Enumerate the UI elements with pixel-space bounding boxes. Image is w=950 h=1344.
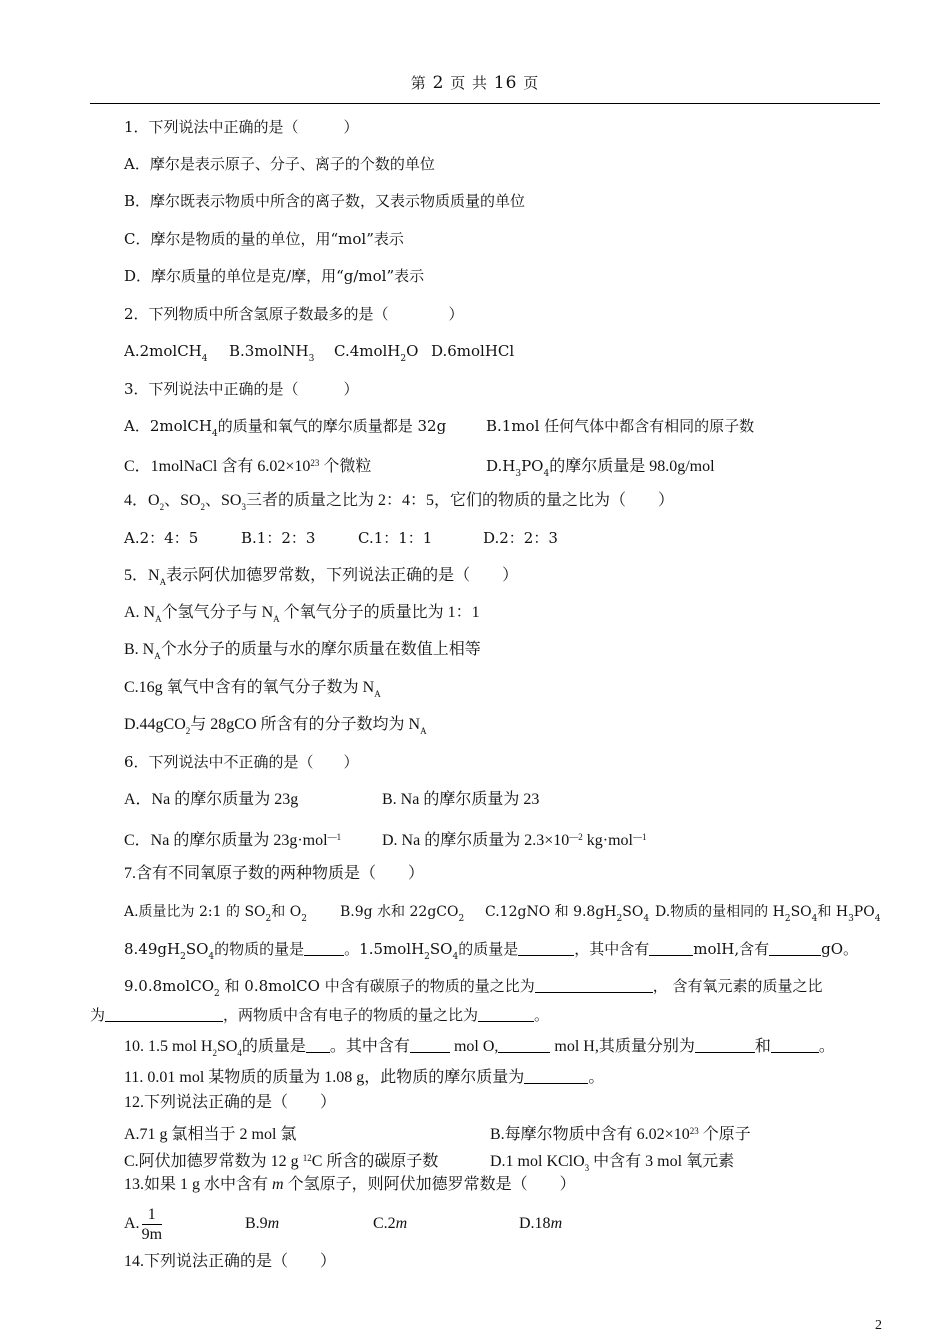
q7-stem: 7.含有不同氧原子数的两种物质是（ ） bbox=[124, 865, 425, 882]
q9-blank-2[interactable] bbox=[105, 1007, 223, 1022]
q14-stem: 14.下列说法正确的是（ ） bbox=[124, 1253, 337, 1270]
header-suffix: 页 bbox=[523, 74, 540, 92]
q7-option-d: D.物质的量相同的 $H_2SO_4$和 $H_3PO_4$ bbox=[655, 904, 881, 924]
q10-blank-2[interactable] bbox=[410, 1038, 450, 1053]
q8-blank-1[interactable] bbox=[304, 941, 344, 956]
q12-option-d: D.1 mol KClO$_3$ 中含有 3 mol 氧元素 bbox=[490, 1153, 735, 1173]
header-middle: 页 共 bbox=[450, 74, 488, 92]
q4-stem: 4．$O_2$、$SO_2$、$SO_3$三者的质量之比为 2：4：5，它们的物质的量之比为（ ） bbox=[124, 492, 675, 512]
header-total-pages: 16 bbox=[493, 73, 518, 93]
q13-fraction: $\frac{1}{9m}$ bbox=[141, 1205, 163, 1243]
q6-option-a: A．Na 的摩尔质量为 23g bbox=[124, 791, 299, 808]
header-rule bbox=[90, 103, 880, 104]
q5-option-c: C.16g 氧气中含有的氧气分子数为 $N_A$ bbox=[124, 679, 381, 699]
header-prefix: 第 bbox=[410, 74, 427, 92]
q12-option-a: A.71 g 氯相当于 2 mol 氯 bbox=[124, 1126, 297, 1143]
footer-page-number: 2 bbox=[875, 1318, 882, 1333]
q2-stem: 2．下列物质中所含氢原子数最多的是（ ） bbox=[124, 305, 464, 323]
q8-blank-4[interactable] bbox=[769, 941, 821, 956]
q9-line-2: 为 ，两物质中含有电子的物质的量之比为 。 bbox=[90, 1006, 550, 1024]
q6-options-cd bbox=[124, 827, 646, 851]
q1-stem: 1．下列说法中正确的是（ ） bbox=[124, 118, 359, 136]
q13-option-b: B.9m bbox=[245, 1215, 280, 1232]
q7-option-c: C.12gNO 和 $9.8gH_2SO_4$ bbox=[485, 904, 650, 924]
q3-option-d: $D.H_3PO_4$的摩尔质量是 98.0g/mol bbox=[486, 457, 715, 479]
q13-stem: 13.如果 1 g 水中含有 m 个氢原子，则阿伏加德罗常数是（ ） bbox=[124, 1176, 576, 1193]
q8-blank-2[interactable] bbox=[518, 941, 574, 956]
q4-options bbox=[124, 528, 558, 548]
q2-options bbox=[124, 341, 514, 369]
q5-option-a: A. $N_A$个氢气分子与 $N_A$ 个氧气分子的质量比为 1：1 bbox=[124, 604, 480, 624]
q1-option-d: D．摩尔质量的单位是克/摩，用“g/mol”表示 bbox=[124, 267, 425, 285]
q2-option-a: A.2molCH$_4$ bbox=[124, 342, 208, 364]
q6-option-d: D. Na 的摩尔质量为 $2.3\times 10^{—2}$ kg·mol$^{—1}$ bbox=[382, 832, 647, 849]
q5-option-d: D.44gCO$_2$与 28gCO 所含有的分子数均为 $N_A$ bbox=[124, 716, 427, 736]
q3-options-ab bbox=[124, 416, 754, 444]
q1-option-c: C．摩尔是物质的量的单位，用“mol”表示 bbox=[124, 230, 404, 248]
q10-blank-1[interactable] bbox=[306, 1038, 330, 1053]
q13-option-a: A. $\frac{1}{9m}$ bbox=[124, 1205, 163, 1243]
q2-option-d: D.6molHCl bbox=[431, 342, 515, 360]
page-header bbox=[0, 72, 950, 93]
q10-line: 10. 1.5 mol $H_2SO_4$的质量是 。其中含有 mol O, mol H,其质量分别为 和 。 bbox=[124, 1038, 835, 1058]
q8-line: $8.49gH_2SO_4$的物质的量是 。$1.5molH_2SO_4$的质量是 ，其中含有 molH,含有 gO。 bbox=[124, 940, 859, 962]
q3-option-b: B.1mol 任何气体中都含有相同的原子数 bbox=[486, 417, 755, 435]
q7-option-b: B.9g 水和 22gCO$_2$ bbox=[340, 904, 465, 924]
q6-option-b: B. Na 的摩尔质量为 23 bbox=[382, 791, 540, 808]
q4-option-d: D.2：2：3 bbox=[483, 529, 558, 547]
q7-option-a: A.质量比为 2:1 的 $SO_2$和 $O_2$ bbox=[124, 904, 307, 924]
q6-option-c: C．Na 的摩尔质量为 23g·mol$^{—1}$ bbox=[124, 832, 342, 849]
q10-blank-3[interactable] bbox=[498, 1038, 550, 1053]
q2-option-c: C.4molH$_2$O bbox=[334, 342, 419, 364]
q13-options bbox=[124, 1204, 562, 1244]
q1-option-b: B．摩尔既表示物质中所含的离子数，又表示物质质量的单位 bbox=[124, 192, 526, 210]
q6-options-ab bbox=[124, 790, 539, 810]
q12-option-c: C.阿伏加德罗常数为 12 g $^{12}$C 所含的碳原子数 bbox=[124, 1153, 439, 1170]
q4-option-b: B.1：2：3 bbox=[241, 529, 316, 547]
q10-blank-4[interactable] bbox=[695, 1038, 755, 1053]
q6-stem: 6．下列说法中不正确的是（ ） bbox=[124, 753, 359, 771]
q5-stem: 5．$N_A$表示阿伏加德罗常数，下列说法正确的是（ ） bbox=[124, 567, 519, 587]
q1-option-a: A．摩尔是表示原子、分子、离子的个数的单位 bbox=[124, 155, 435, 173]
q13-option-c: C.2m bbox=[373, 1215, 408, 1232]
q2-option-b: B.3molNH$_3$ bbox=[229, 342, 315, 364]
q8-blank-3[interactable] bbox=[649, 941, 693, 956]
q9-line-1: 9.0.8molCO$_2$ 和 0.8molCO 中含有碳原子的物质的量之比为 ， 含有氧元素的质量之比 bbox=[124, 977, 823, 999]
q10-blank-5[interactable] bbox=[771, 1038, 819, 1053]
q9-blank-1[interactable] bbox=[535, 978, 653, 993]
q12-options-cd bbox=[124, 1148, 734, 1178]
q13-option-d: D.18m bbox=[519, 1215, 563, 1232]
q3-options-cd bbox=[124, 453, 715, 484]
q12-options-ab bbox=[124, 1121, 751, 1145]
q3-option-c: C．1molNaCl 含有 $6.02\times 10^{23}$ 个微粒 bbox=[124, 458, 372, 475]
q5-option-b: B. $N_A$个水分子的质量与水的摩尔质量在数值上相等 bbox=[124, 641, 481, 661]
q12-stem: 12.下列说法正确的是（ ） bbox=[124, 1094, 337, 1111]
q12-option-b: B.每摩尔物质中含有 $6.02\times 10^{23}$ 个原子 bbox=[490, 1126, 751, 1143]
q3-stem: 3．下列说法中正确的是（ ） bbox=[124, 380, 359, 398]
q11-line: 11. 0.01 mol 某物质的质量为 1.08 g，此物质的摩尔质量为 。 bbox=[124, 1069, 605, 1086]
q11-blank[interactable] bbox=[524, 1069, 588, 1084]
q9-blank-3[interactable] bbox=[478, 1007, 534, 1022]
q7-options bbox=[124, 902, 880, 929]
q3-option-a: A．2molCH$_4$的质量和氧气的摩尔质量都是 32g bbox=[124, 417, 447, 439]
q4-option-c: C.1：1：1 bbox=[358, 529, 433, 547]
q4-option-a: A.2：4：5 bbox=[124, 529, 199, 547]
header-page-number: 2 bbox=[432, 73, 445, 93]
